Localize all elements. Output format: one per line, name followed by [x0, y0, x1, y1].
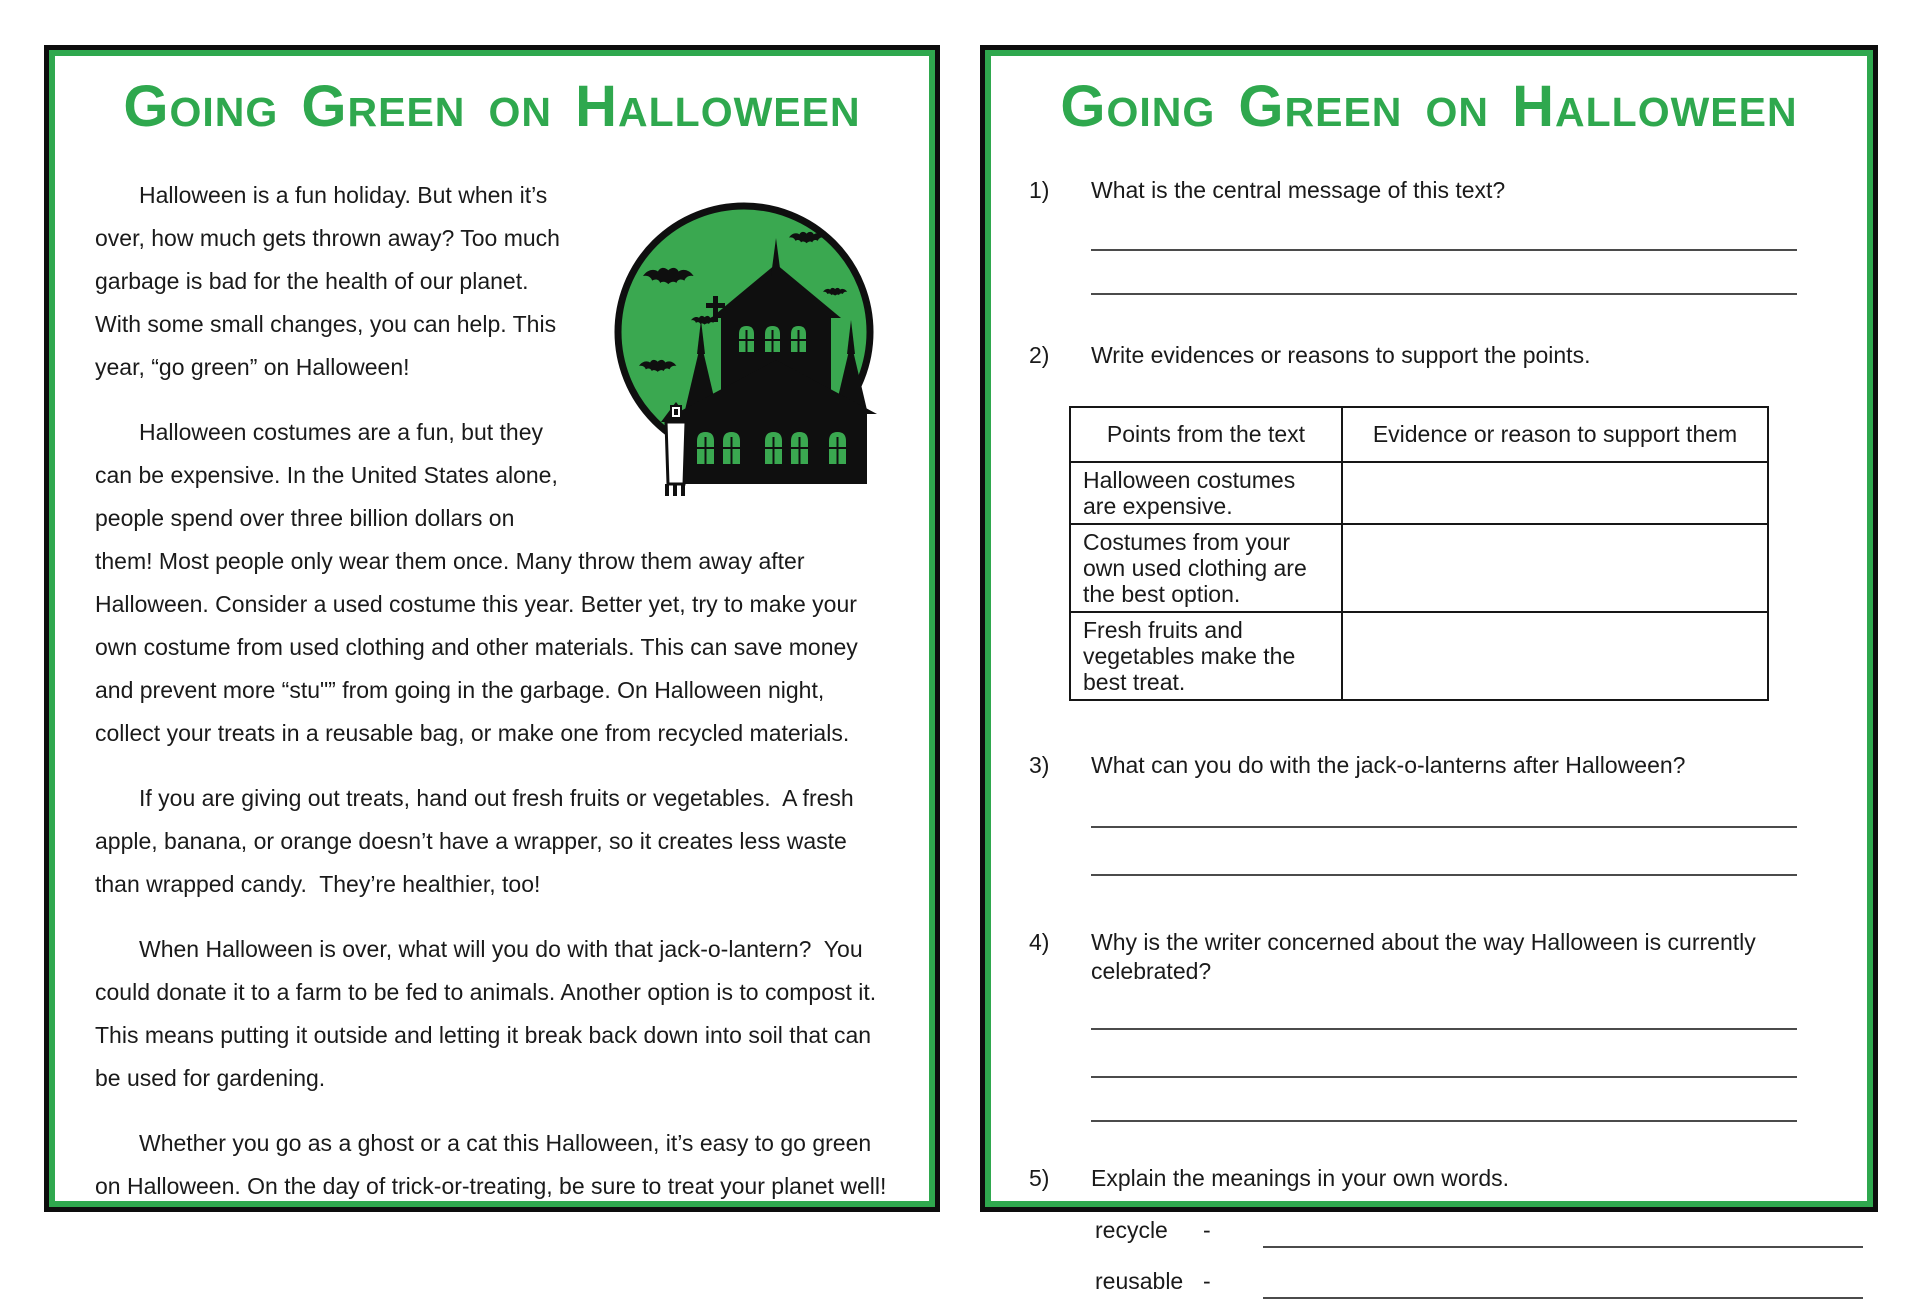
- question-5: [1029, 1164, 1817, 1193]
- passage-paragraph-2: Halloween costumes are a fun, but they can be expensive. In the United States alone, people spend over three billion dollars on them! Most people only wear them once. Many throw them away after Halloween. Consider a used costume this year. Better yet, try to make your own costume from used clothing and other materials. This can save money and prevent more “stu"” from going in the garbage. On Halloween night, collect your treats in a reusable bag, or make one from recycled materials.: [95, 419, 865, 746]
- evidence-answer-cell-2[interactable]: [1342, 524, 1768, 612]
- answer-line-q3-2[interactable]: [1091, 874, 1797, 876]
- table-header-evidence: Evidence or reason to support them: [1342, 407, 1768, 462]
- table-row: [1070, 524, 1768, 612]
- table-row: [1070, 612, 1768, 700]
- passage-page-title: Going Green on Halloween: [123, 74, 861, 139]
- question-4-number: 4): [1029, 929, 1050, 955]
- evidence-answer-cell-1[interactable]: [1342, 462, 1768, 524]
- term-word-reusable: reusable: [1095, 1268, 1184, 1294]
- table-point-1: Halloween costumes are expensive.: [1070, 462, 1342, 524]
- question-4-text: Why is the writer concerned about the way Halloween is currently celebrated?: [1091, 929, 1756, 984]
- table-point-2: Costumes from your own used clothing are the best option.: [1070, 524, 1342, 612]
- answer-line-q4-2[interactable]: [1091, 1076, 1797, 1078]
- answer-line-q1-1[interactable]: [1091, 249, 1797, 251]
- question-2: [1029, 341, 1817, 370]
- passage-paragraph-3: If you are giving out treats, hand out fresh fruits or vegetables. A fresh apple, banana, or orange doesn’t have a wrapper, so it creates less waste than wrapped candy. They’re healthier, too!: [95, 785, 861, 897]
- term-reusable-row: [1095, 1268, 1817, 1295]
- table-header-points: Points from the text: [1070, 407, 1342, 462]
- passage-paragraph-1: Halloween is a fun holiday. But when it’s over, how much gets thrown away? Too much garbage is bad for the health of our planet. With some small changes, you can help. This year, “go green” on Halloween!: [95, 182, 567, 380]
- haunted-house-illustration: [599, 192, 889, 502]
- evidence-table: [1069, 406, 1769, 701]
- question-3-text: What can you do with the jack-o-lanterns after Halloween?: [1091, 752, 1686, 778]
- answer-line-recycle[interactable]: [1263, 1246, 1863, 1248]
- question-1-text: What is the central message of this text?: [1091, 177, 1506, 203]
- question-4: [1029, 928, 1817, 986]
- term-recycle-row: [1095, 1217, 1817, 1244]
- question-3-number: 3): [1029, 752, 1050, 778]
- questions-page-title: Going Green on Halloween: [1060, 74, 1798, 139]
- table-point-3: Fresh fruits and vegetables make the best treat.: [1070, 612, 1342, 700]
- question-1-number: 1): [1029, 177, 1050, 203]
- evidence-table-header-row: [1070, 407, 1768, 462]
- question-5-text: Explain the meanings in your own words.: [1091, 1165, 1510, 1191]
- answer-line-q4-3[interactable]: [1091, 1120, 1797, 1122]
- question-2-text: Write evidences or reasons to support the points.: [1091, 342, 1591, 368]
- questions-content: [991, 176, 1867, 1295]
- evidence-answer-cell-3[interactable]: [1342, 612, 1768, 700]
- answer-line-q1-2[interactable]: [1091, 293, 1797, 295]
- passage-paragraph-5: Whether you go as a ghost or a cat this Halloween, it’s easy to go green on Halloween. On the day of trick-or-treating, be sure to treat your planet well!: [95, 1130, 887, 1199]
- passage-page: [44, 45, 940, 1212]
- passage-page-border: [49, 50, 935, 1207]
- questions-page: [980, 45, 1878, 1294]
- passage-text: [55, 136, 929, 1208]
- passage-paragraph-4: When Halloween is over, what will you do with that jack-o-lantern? You could donate it to a farm to be fed to animals. Another option is to compost it. This means putting it outside and letting it break back down into soil that can be used for gardening.: [95, 936, 889, 1091]
- answer-line-q4-1[interactable]: [1091, 1028, 1797, 1030]
- term-word-recycle: recycle: [1095, 1217, 1168, 1243]
- question-1: [1029, 176, 1817, 205]
- question-2-number: 2): [1029, 342, 1050, 368]
- question-5-number: 5): [1029, 1165, 1050, 1191]
- term-dash: -: [1203, 1217, 1211, 1243]
- house-windows-upper: [739, 326, 806, 352]
- term-dash: -: [1203, 1268, 1211, 1294]
- answer-line-q3-1[interactable]: [1091, 826, 1797, 828]
- question-3: [1029, 751, 1817, 780]
- table-row: [1070, 462, 1768, 524]
- questions-page-border: [985, 50, 1873, 1294]
